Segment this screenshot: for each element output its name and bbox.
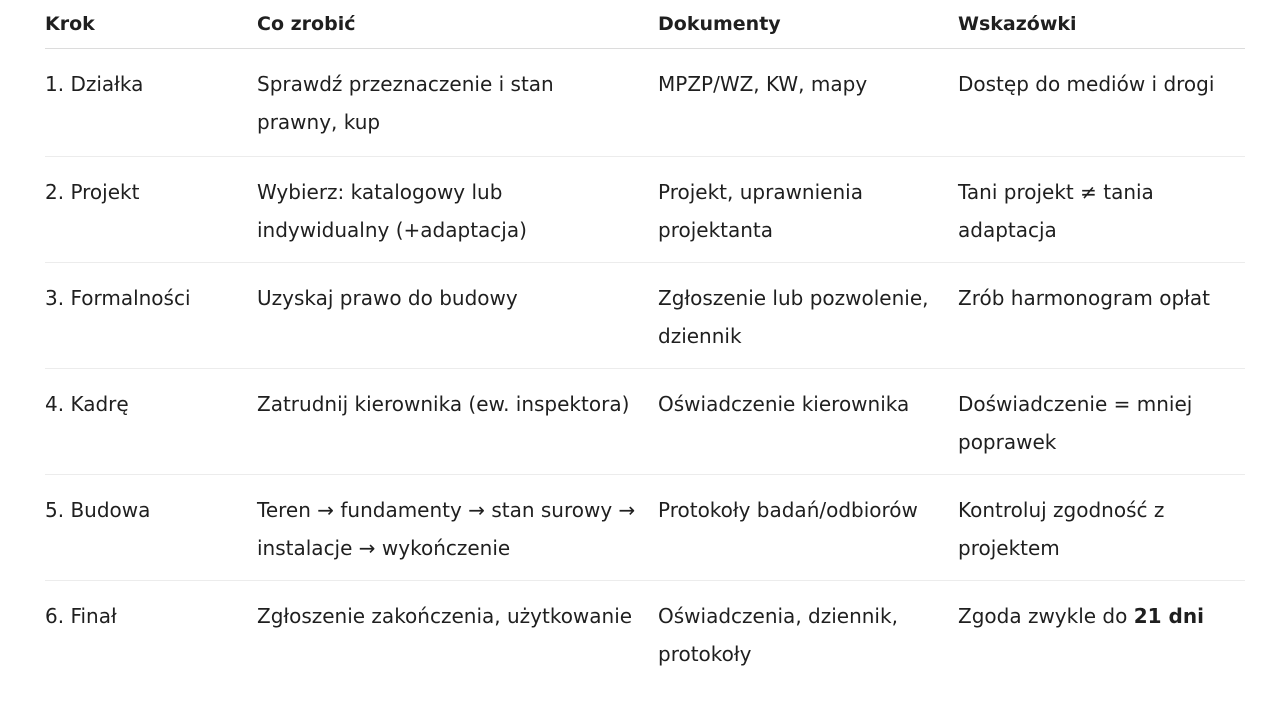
cell-wskazowki: Tani projekt ≠ tania adaptacja (958, 180, 1154, 242)
wskazowka-text: Zgoda zwykle do (958, 604, 1134, 628)
steps-table (45, 0, 1245, 687)
table-row (45, 581, 1245, 687)
cell-krok: 4. Kadrę (45, 392, 129, 416)
cell-dokumenty: Oświadczenie kierownika (658, 392, 910, 416)
cell-wskazowki: Dostęp do mediów i drogi (958, 72, 1215, 96)
cell-krok: 6. Finał (45, 604, 117, 628)
cell-co-zrobic: Sprawdź przeznaczenie i stan prawny, kup (257, 72, 554, 134)
table-row (45, 263, 1245, 369)
cell-co-zrobic: Wybierz: katalogowy lub indywidualny (+adaptacja) (257, 180, 527, 242)
cell-dokumenty: MPZP/WZ, KW, mapy (658, 72, 868, 96)
cell-co-zrobic: Zgłoszenie zakończenia, użytkowanie (257, 604, 633, 628)
header-wskazowki: Wskazówki (958, 13, 1077, 35)
cell-krok: 5. Budowa (45, 498, 151, 522)
cell-dokumenty: Projekt, uprawnienia projektanta (658, 180, 863, 242)
cell-krok: 2. Projekt (45, 180, 140, 204)
cell-dokumenty: Zgłoszenie lub pozwolenie, dziennik (658, 286, 929, 348)
cell-dokumenty: Oświadczenia, dziennik, protokoły (658, 604, 898, 666)
cell-wskazowki: Zrób harmonogram opłat (958, 286, 1210, 310)
cell-wskazowki: Doświadczenie = mniej poprawek (958, 392, 1193, 454)
table-row (45, 369, 1245, 475)
header-co-zrobic: Co zrobić (257, 13, 356, 35)
table-row (45, 49, 1245, 157)
cell-co-zrobic: Uzyskaj prawo do budowy (257, 286, 518, 310)
header-krok: Krok (45, 13, 95, 35)
table-row (45, 157, 1245, 263)
cell-wskazowki: Kontroluj zgodność z projektem (958, 498, 1165, 560)
cell-co-zrobic: Teren → fundamenty → stan surowy → instalacje → wykończenie (257, 498, 636, 560)
cell-krok: 3. Formalności (45, 286, 191, 310)
cell-krok: 1. Działka (45, 72, 144, 96)
table-header-row (45, 0, 1245, 49)
cell-co-zrobic: Zatrudnij kierownika (ew. inspektora) (257, 392, 630, 416)
table-row (45, 475, 1245, 581)
header-dokumenty: Dokumenty (658, 13, 781, 35)
wskazowka-bold-value: 21 dni (1133, 604, 1204, 628)
cell-wskazowki (958, 581, 1245, 636)
cell-dokumenty: Protokoły badań/odbiorów (658, 498, 918, 522)
